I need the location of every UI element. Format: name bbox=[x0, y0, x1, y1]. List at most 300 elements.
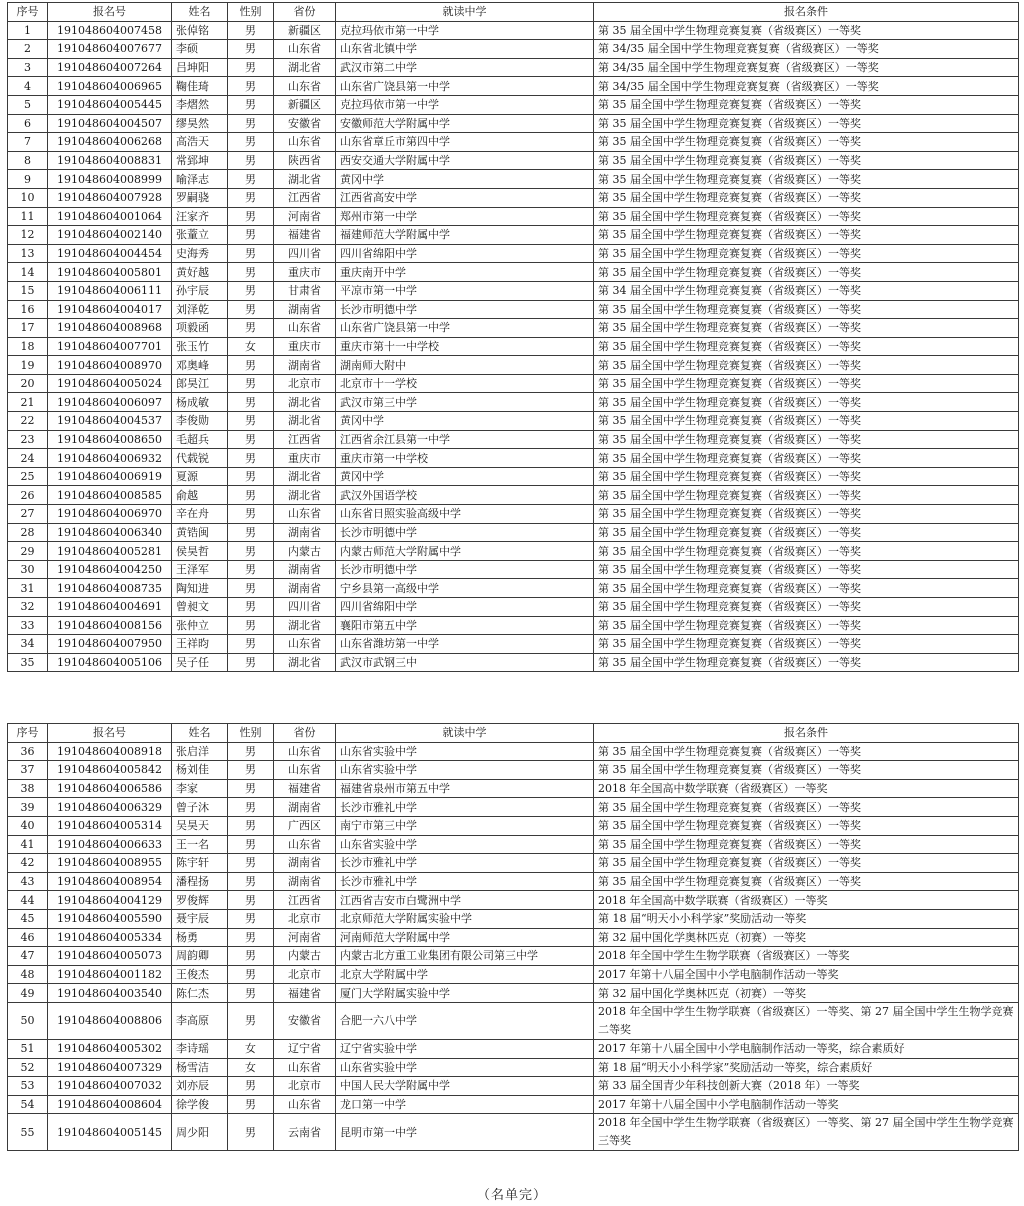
cell-gender: 男 bbox=[228, 909, 274, 928]
cell-name: 刘亦辰 bbox=[172, 1077, 228, 1096]
cell-index: 10 bbox=[8, 188, 48, 207]
cell-gender: 男 bbox=[228, 374, 274, 393]
cell-province: 广西区 bbox=[274, 816, 336, 835]
cell-province: 内蒙古 bbox=[274, 947, 336, 966]
cell-name: 辛在舟 bbox=[172, 505, 228, 524]
cell-school: 北京大学附属中学 bbox=[336, 965, 594, 984]
cell-registration-no: 191048604005302 bbox=[48, 1039, 172, 1058]
table-row bbox=[8, 300, 1019, 319]
cell-condition: 第 35 届全国中学生物理竞赛复赛（省级赛区）一等奖 bbox=[594, 449, 1019, 468]
table-row bbox=[8, 374, 1019, 393]
cell-school: 武汉市武钢三中 bbox=[336, 653, 594, 672]
cell-condition: 2018 年全国中学生生物学联赛（省级赛区）一等奖、第 27 届全国中学生生物学竞赛二等奖 bbox=[594, 1002, 1019, 1039]
cell-index: 16 bbox=[8, 300, 48, 319]
table-row bbox=[8, 467, 1019, 486]
cell-index: 44 bbox=[8, 891, 48, 910]
cell-registration-no: 191048604007032 bbox=[48, 1077, 172, 1096]
table-row bbox=[8, 984, 1019, 1003]
cell-name: 杨雪洁 bbox=[172, 1058, 228, 1077]
cell-name: 吴昊天 bbox=[172, 816, 228, 835]
header-condition: 报名条件 bbox=[594, 3, 1019, 22]
cell-condition: 2018 年全国中学生生物学联赛（省级赛区）一等奖 bbox=[594, 947, 1019, 966]
cell-province: 湖北省 bbox=[274, 467, 336, 486]
cell-school: 郑州市第一中学 bbox=[336, 207, 594, 226]
cell-name: 陶知进 bbox=[172, 579, 228, 598]
header-gender: 性别 bbox=[228, 3, 274, 22]
list-end-note: （名单完） bbox=[476, 1188, 547, 1203]
cell-gender: 男 bbox=[228, 560, 274, 579]
cell-province: 湖北省 bbox=[274, 412, 336, 431]
cell-condition: 2018 年全国中学生生物学联赛（省级赛区）一等奖、第 27 届全国中学生生物学竞赛三等奖 bbox=[594, 1114, 1019, 1151]
cell-gender: 男 bbox=[228, 947, 274, 966]
cell-name: 郎昊江 bbox=[172, 374, 228, 393]
table-row bbox=[8, 1002, 1019, 1039]
table-row bbox=[8, 947, 1019, 966]
cell-registration-no: 191048604008954 bbox=[48, 872, 172, 891]
cell-school: 山东省北镇中学 bbox=[336, 40, 594, 59]
cell-gender: 男 bbox=[228, 1077, 274, 1096]
cell-condition: 第 35 届全国中学生物理竞赛复赛（省级赛区）一等奖 bbox=[594, 374, 1019, 393]
cell-school: 武汉市第二中学 bbox=[336, 58, 594, 77]
cell-condition: 第 35 届全国中学生物理竞赛复赛（省级赛区）一等奖 bbox=[594, 188, 1019, 207]
cell-index: 39 bbox=[8, 798, 48, 817]
cell-condition: 第 34 届全国中学生物理竞赛复赛（省级赛区）一等奖 bbox=[594, 281, 1019, 300]
cell-index: 7 bbox=[8, 133, 48, 152]
table-row bbox=[8, 151, 1019, 170]
cell-school: 安徽师范大学附属中学 bbox=[336, 114, 594, 133]
cell-gender: 男 bbox=[228, 133, 274, 152]
cell-name: 王一名 bbox=[172, 835, 228, 854]
cell-index: 52 bbox=[8, 1058, 48, 1077]
cell-gender: 男 bbox=[228, 542, 274, 561]
cell-school: 山东省实验中学 bbox=[336, 742, 594, 761]
cell-condition: 第 35 届全国中学生物理竞赛复赛（省级赛区）一等奖 bbox=[594, 542, 1019, 561]
cell-condition: 2018 年全国高中数学联赛（省级赛区）一等奖 bbox=[594, 779, 1019, 798]
table-row bbox=[8, 486, 1019, 505]
cell-name: 汪家齐 bbox=[172, 207, 228, 226]
cell-registration-no: 191048604007458 bbox=[48, 21, 172, 40]
cell-gender: 男 bbox=[228, 319, 274, 338]
cell-condition: 第 34/35 届全国中学生物理竞赛复赛（省级赛区）一等奖 bbox=[594, 40, 1019, 59]
cell-province: 山东省 bbox=[274, 319, 336, 338]
cell-name: 高浩天 bbox=[172, 133, 228, 152]
cell-school: 长沙市雅礼中学 bbox=[336, 798, 594, 817]
cell-condition: 2017 年第十八届全国中小学电脑制作活动一等奖，综合素质好 bbox=[594, 1039, 1019, 1058]
cell-condition: 第 35 届全国中学生物理竞赛复赛（省级赛区）一等奖 bbox=[594, 616, 1019, 635]
cell-school: 内蒙古北方重工业集团有限公司第三中学 bbox=[336, 947, 594, 966]
cell-gender: 男 bbox=[228, 188, 274, 207]
cell-index: 18 bbox=[8, 337, 48, 356]
table-row bbox=[8, 263, 1019, 282]
table-row bbox=[8, 244, 1019, 263]
table-row bbox=[8, 872, 1019, 891]
cell-condition: 第 35 届全国中学生物理竞赛复赛（省级赛区）一等奖 bbox=[594, 170, 1019, 189]
cell-province: 福建省 bbox=[274, 226, 336, 245]
cell-province: 湖北省 bbox=[274, 170, 336, 189]
table-row bbox=[8, 58, 1019, 77]
cell-gender: 男 bbox=[228, 1095, 274, 1114]
cell-gender: 男 bbox=[228, 244, 274, 263]
cell-index: 17 bbox=[8, 319, 48, 338]
cell-registration-no: 191048604007928 bbox=[48, 188, 172, 207]
cell-province: 安徽省 bbox=[274, 1002, 336, 1039]
cell-province: 河南省 bbox=[274, 928, 336, 947]
cell-index: 27 bbox=[8, 505, 48, 524]
cell-registration-no: 191048604006340 bbox=[48, 523, 172, 542]
cell-school: 山东省实验中学 bbox=[336, 1058, 594, 1077]
cell-name: 刘泽乾 bbox=[172, 300, 228, 319]
cell-gender: 男 bbox=[228, 854, 274, 873]
cell-province: 山东省 bbox=[274, 761, 336, 780]
cell-registration-no: 191048604004537 bbox=[48, 412, 172, 431]
cell-condition: 第 35 届全国中学生物理竞赛复赛（省级赛区）一等奖 bbox=[594, 412, 1019, 431]
cell-name: 邓奥峰 bbox=[172, 356, 228, 375]
cell-registration-no: 191048604005842 bbox=[48, 761, 172, 780]
cell-condition: 第 35 届全国中学生物理竞赛复赛（省级赛区）一等奖 bbox=[594, 816, 1019, 835]
cell-registration-no: 191048604008806 bbox=[48, 1002, 172, 1039]
cell-index: 43 bbox=[8, 872, 48, 891]
table-row bbox=[8, 616, 1019, 635]
cell-registration-no: 191048604008650 bbox=[48, 430, 172, 449]
cell-name: 李家 bbox=[172, 779, 228, 798]
cell-registration-no: 191048604007677 bbox=[48, 40, 172, 59]
cell-province: 湖南省 bbox=[274, 560, 336, 579]
cell-province: 安徽省 bbox=[274, 114, 336, 133]
cell-gender: 男 bbox=[228, 77, 274, 96]
table-row bbox=[8, 393, 1019, 412]
cell-condition: 第 34/35 届全国中学生物理竞赛复赛（省级赛区）一等奖 bbox=[594, 77, 1019, 96]
cell-gender: 男 bbox=[228, 872, 274, 891]
cell-province: 新疆区 bbox=[274, 21, 336, 40]
cell-registration-no: 191048604007701 bbox=[48, 337, 172, 356]
table-row bbox=[8, 816, 1019, 835]
cell-condition: 第 35 届全国中学生物理竞赛复赛（省级赛区）一等奖 bbox=[594, 798, 1019, 817]
cell-school: 北京市十一学校 bbox=[336, 374, 594, 393]
cell-name: 常郅坤 bbox=[172, 151, 228, 170]
roster-table-part-1 bbox=[7, 2, 1019, 672]
table-row bbox=[8, 1095, 1019, 1114]
cell-name: 吕坤阳 bbox=[172, 58, 228, 77]
cell-index: 13 bbox=[8, 244, 48, 263]
cell-school: 山东省广饶县第一中学 bbox=[336, 319, 594, 338]
cell-condition: 第 35 届全国中学生物理竞赛复赛（省级赛区）一等奖 bbox=[594, 505, 1019, 524]
cell-condition: 第 32 届中国化学奥林匹克（初赛）一等奖 bbox=[594, 928, 1019, 947]
cell-registration-no: 191048604005445 bbox=[48, 95, 172, 114]
cell-school: 山东省实验中学 bbox=[336, 835, 594, 854]
cell-index: 34 bbox=[8, 635, 48, 654]
cell-condition: 第 35 届全国中学生物理竞赛复赛（省级赛区）一等奖 bbox=[594, 598, 1019, 617]
cell-index: 26 bbox=[8, 486, 48, 505]
cell-gender: 男 bbox=[228, 170, 274, 189]
cell-school: 湖南师大附中 bbox=[336, 356, 594, 375]
cell-registration-no: 191048604006919 bbox=[48, 467, 172, 486]
cell-province: 江西省 bbox=[274, 891, 336, 910]
cell-registration-no: 191048604004691 bbox=[48, 598, 172, 617]
cell-school: 黄冈中学 bbox=[336, 467, 594, 486]
table-row bbox=[8, 854, 1019, 873]
cell-school: 襄阳市第五中学 bbox=[336, 616, 594, 635]
cell-school: 长沙市明德中学 bbox=[336, 560, 594, 579]
table-row bbox=[8, 653, 1019, 672]
cell-registration-no: 191048604005801 bbox=[48, 263, 172, 282]
cell-index: 30 bbox=[8, 560, 48, 579]
cell-condition: 第 32 届中国化学奥林匹克（初赛）一等奖 bbox=[594, 984, 1019, 1003]
cell-index: 29 bbox=[8, 542, 48, 561]
cell-condition: 第 35 届全国中学生物理竞赛复赛（省级赛区）一等奖 bbox=[594, 300, 1019, 319]
table-row bbox=[8, 1039, 1019, 1058]
cell-registration-no: 191048604008156 bbox=[48, 616, 172, 635]
header-registration-no: 报名号 bbox=[48, 3, 172, 22]
cell-school: 武汉外国语学校 bbox=[336, 486, 594, 505]
table-row bbox=[8, 412, 1019, 431]
cell-gender: 男 bbox=[228, 779, 274, 798]
cell-name: 喻泽志 bbox=[172, 170, 228, 189]
cell-gender: 男 bbox=[228, 449, 274, 468]
cell-province: 北京市 bbox=[274, 1077, 336, 1096]
cell-school: 辽宁省实验中学 bbox=[336, 1039, 594, 1058]
table-row bbox=[8, 170, 1019, 189]
cell-condition: 第 33 届全国青少年科技创新大赛（2018 年）一等奖 bbox=[594, 1077, 1019, 1096]
cell-index: 32 bbox=[8, 598, 48, 617]
cell-index: 41 bbox=[8, 835, 48, 854]
cell-registration-no: 191048604005024 bbox=[48, 374, 172, 393]
cell-gender: 男 bbox=[228, 816, 274, 835]
cell-school: 重庆南开中学 bbox=[336, 263, 594, 282]
cell-name: 杨成敏 bbox=[172, 393, 228, 412]
cell-gender: 男 bbox=[228, 300, 274, 319]
cell-condition: 第 35 届全国中学生物理竞赛复赛（省级赛区）一等奖 bbox=[594, 872, 1019, 891]
cell-name: 杨勇 bbox=[172, 928, 228, 947]
cell-registration-no: 191048604005106 bbox=[48, 653, 172, 672]
cell-school: 福建师范大学附属中学 bbox=[336, 226, 594, 245]
cell-index: 11 bbox=[8, 207, 48, 226]
cell-condition: 第 35 届全国中学生物理竞赛复赛（省级赛区）一等奖 bbox=[594, 523, 1019, 542]
header-school: 就读中学 bbox=[336, 724, 594, 743]
cell-school: 中国人民大学附属中学 bbox=[336, 1077, 594, 1096]
cell-name: 罗俊辉 bbox=[172, 891, 228, 910]
cell-school: 克拉玛依市第一中学 bbox=[336, 95, 594, 114]
cell-registration-no: 191048604006097 bbox=[48, 393, 172, 412]
cell-school: 南宁市第三中学 bbox=[336, 816, 594, 835]
cell-province: 湖南省 bbox=[274, 854, 336, 873]
cell-registration-no: 191048604008831 bbox=[48, 151, 172, 170]
cell-name: 王泽军 bbox=[172, 560, 228, 579]
cell-school: 克拉玛依市第一中学 bbox=[336, 21, 594, 40]
cell-name: 毛超兵 bbox=[172, 430, 228, 449]
cell-school: 武汉市第三中学 bbox=[336, 393, 594, 412]
cell-gender: 男 bbox=[228, 653, 274, 672]
cell-gender: 男 bbox=[228, 467, 274, 486]
header-gender: 性别 bbox=[228, 724, 274, 743]
cell-province: 山东省 bbox=[274, 835, 336, 854]
header-name: 姓名 bbox=[172, 724, 228, 743]
cell-province: 四川省 bbox=[274, 244, 336, 263]
cell-province: 内蒙古 bbox=[274, 542, 336, 561]
cell-registration-no: 191048604008970 bbox=[48, 356, 172, 375]
cell-index: 28 bbox=[8, 523, 48, 542]
cell-province: 山东省 bbox=[274, 40, 336, 59]
cell-name: 李诗瑶 bbox=[172, 1039, 228, 1058]
cell-province: 山东省 bbox=[274, 635, 336, 654]
cell-province: 山东省 bbox=[274, 1095, 336, 1114]
cell-school: 合肥一六八中学 bbox=[336, 1002, 594, 1039]
cell-condition: 第 35 届全国中学生物理竞赛复赛（省级赛区）一等奖 bbox=[594, 319, 1019, 338]
cell-gender: 男 bbox=[228, 430, 274, 449]
table-row bbox=[8, 188, 1019, 207]
cell-province: 山东省 bbox=[274, 505, 336, 524]
table-header-row bbox=[8, 724, 1019, 743]
cell-province: 福建省 bbox=[274, 984, 336, 1003]
cell-school: 昆明市第一中学 bbox=[336, 1114, 594, 1151]
cell-condition: 第 35 届全国中学生物理竞赛复赛（省级赛区）一等奖 bbox=[594, 742, 1019, 761]
cell-index: 21 bbox=[8, 393, 48, 412]
cell-gender: 男 bbox=[228, 151, 274, 170]
table-row bbox=[8, 226, 1019, 245]
cell-registration-no: 191048604003540 bbox=[48, 984, 172, 1003]
cell-school: 宁乡县第一高级中学 bbox=[336, 579, 594, 598]
cell-name: 聂宇辰 bbox=[172, 909, 228, 928]
cell-index: 50 bbox=[8, 1002, 48, 1039]
cell-index: 40 bbox=[8, 816, 48, 835]
cell-gender: 男 bbox=[228, 598, 274, 617]
cell-index: 9 bbox=[8, 170, 48, 189]
cell-condition: 第 35 届全国中学生物理竞赛复赛（省级赛区）一等奖 bbox=[594, 430, 1019, 449]
table-row bbox=[8, 337, 1019, 356]
table-row bbox=[8, 560, 1019, 579]
cell-gender: 男 bbox=[228, 835, 274, 854]
cell-condition: 第 35 届全国中学生物理竞赛复赛（省级赛区）一等奖 bbox=[594, 244, 1019, 263]
cell-registration-no: 191048604006268 bbox=[48, 133, 172, 152]
cell-registration-no: 191048604001064 bbox=[48, 207, 172, 226]
cell-condition: 第 35 届全国中学生物理竞赛复赛（省级赛区）一等奖 bbox=[594, 467, 1019, 486]
cell-gender: 男 bbox=[228, 226, 274, 245]
cell-school: 河南师范大学附属中学 bbox=[336, 928, 594, 947]
cell-province: 重庆市 bbox=[274, 263, 336, 282]
cell-gender: 男 bbox=[228, 486, 274, 505]
cell-index: 48 bbox=[8, 965, 48, 984]
cell-province: 北京市 bbox=[274, 965, 336, 984]
cell-registration-no: 191048604005073 bbox=[48, 947, 172, 966]
cell-school: 山东省实验中学 bbox=[336, 761, 594, 780]
cell-school: 山东省日照实验高级中学 bbox=[336, 505, 594, 524]
cell-condition: 第 35 届全国中学生物理竞赛复赛（省级赛区）一等奖 bbox=[594, 263, 1019, 282]
table-row bbox=[8, 779, 1019, 798]
header-condition: 报名条件 bbox=[594, 724, 1019, 743]
table-header-row bbox=[8, 3, 1019, 22]
header-index: 序号 bbox=[8, 724, 48, 743]
cell-name: 曾昶文 bbox=[172, 598, 228, 617]
cell-gender: 男 bbox=[228, 635, 274, 654]
cell-school: 长沙市明德中学 bbox=[336, 523, 594, 542]
cell-index: 33 bbox=[8, 616, 48, 635]
cell-condition: 第 35 届全国中学生物理竞赛复赛（省级赛区）一等奖 bbox=[594, 635, 1019, 654]
cell-index: 15 bbox=[8, 281, 48, 300]
cell-province: 湖南省 bbox=[274, 872, 336, 891]
cell-name: 李俊勋 bbox=[172, 412, 228, 431]
table-row bbox=[8, 356, 1019, 375]
table-row bbox=[8, 114, 1019, 133]
cell-gender: 男 bbox=[228, 393, 274, 412]
cell-gender: 男 bbox=[228, 798, 274, 817]
table-row bbox=[8, 40, 1019, 59]
cell-index: 12 bbox=[8, 226, 48, 245]
cell-province: 甘肃省 bbox=[274, 281, 336, 300]
cell-name: 代载锐 bbox=[172, 449, 228, 468]
table-row bbox=[8, 207, 1019, 226]
cell-index: 45 bbox=[8, 909, 48, 928]
cell-registration-no: 191048604005145 bbox=[48, 1114, 172, 1151]
cell-name: 张蕫立 bbox=[172, 226, 228, 245]
table-row bbox=[8, 77, 1019, 96]
table-row bbox=[8, 579, 1019, 598]
table-row bbox=[8, 1058, 1019, 1077]
header-name: 姓名 bbox=[172, 3, 228, 22]
cell-index: 22 bbox=[8, 412, 48, 431]
cell-condition: 第 35 届全国中学生物理竞赛复赛（省级赛区）一等奖 bbox=[594, 21, 1019, 40]
cell-index: 51 bbox=[8, 1039, 48, 1058]
cell-province: 湖南省 bbox=[274, 300, 336, 319]
cell-index: 2 bbox=[8, 40, 48, 59]
cell-province: 重庆市 bbox=[274, 337, 336, 356]
cell-name: 夏源 bbox=[172, 467, 228, 486]
header-province: 省份 bbox=[274, 3, 336, 22]
cell-registration-no: 191048604008999 bbox=[48, 170, 172, 189]
cell-school: 四川省绵阳中学 bbox=[336, 598, 594, 617]
cell-province: 江西省 bbox=[274, 188, 336, 207]
cell-registration-no: 191048604007264 bbox=[48, 58, 172, 77]
cell-school: 江西省高安中学 bbox=[336, 188, 594, 207]
header-registration-no: 报名号 bbox=[48, 724, 172, 743]
table-row bbox=[8, 891, 1019, 910]
cell-school: 长沙市雅礼中学 bbox=[336, 854, 594, 873]
cell-condition: 第 18 届“明天小小科学家”奖励活动一等奖 bbox=[594, 909, 1019, 928]
table-row bbox=[8, 965, 1019, 984]
cell-province: 辽宁省 bbox=[274, 1039, 336, 1058]
cell-school: 黄冈中学 bbox=[336, 412, 594, 431]
cell-province: 湖北省 bbox=[274, 393, 336, 412]
cell-school: 山东省章丘市第四中学 bbox=[336, 133, 594, 152]
cell-registration-no: 191048604008585 bbox=[48, 486, 172, 505]
cell-index: 5 bbox=[8, 95, 48, 114]
cell-index: 46 bbox=[8, 928, 48, 947]
cell-gender: 男 bbox=[228, 412, 274, 431]
cell-registration-no: 191048604001182 bbox=[48, 965, 172, 984]
cell-registration-no: 191048604004507 bbox=[48, 114, 172, 133]
cell-index: 37 bbox=[8, 761, 48, 780]
cell-registration-no: 191048604008918 bbox=[48, 742, 172, 761]
cell-condition: 第 35 届全国中学生物理竞赛复赛（省级赛区）一等奖 bbox=[594, 356, 1019, 375]
cell-name: 张玉竹 bbox=[172, 337, 228, 356]
cell-gender: 男 bbox=[228, 523, 274, 542]
cell-name: 徐学俊 bbox=[172, 1095, 228, 1114]
cell-registration-no: 191048604006329 bbox=[48, 798, 172, 817]
cell-name: 王祥昀 bbox=[172, 635, 228, 654]
cell-school: 内蒙古师范大学附属中学 bbox=[336, 542, 594, 561]
cell-gender: 男 bbox=[228, 616, 274, 635]
cell-gender: 男 bbox=[228, 984, 274, 1003]
cell-index: 47 bbox=[8, 947, 48, 966]
cell-registration-no: 191048604004129 bbox=[48, 891, 172, 910]
cell-gender: 女 bbox=[228, 1039, 274, 1058]
cell-school: 福建省泉州市第五中学 bbox=[336, 779, 594, 798]
cell-name: 陈宇轩 bbox=[172, 854, 228, 873]
cell-province: 湖南省 bbox=[274, 523, 336, 542]
cell-school: 黄冈中学 bbox=[336, 170, 594, 189]
cell-name: 周少阳 bbox=[172, 1114, 228, 1151]
cell-registration-no: 191048604005281 bbox=[48, 542, 172, 561]
cell-condition: 第 35 届全国中学生物理竞赛复赛（省级赛区）一等奖 bbox=[594, 653, 1019, 672]
cell-name: 曾子沐 bbox=[172, 798, 228, 817]
